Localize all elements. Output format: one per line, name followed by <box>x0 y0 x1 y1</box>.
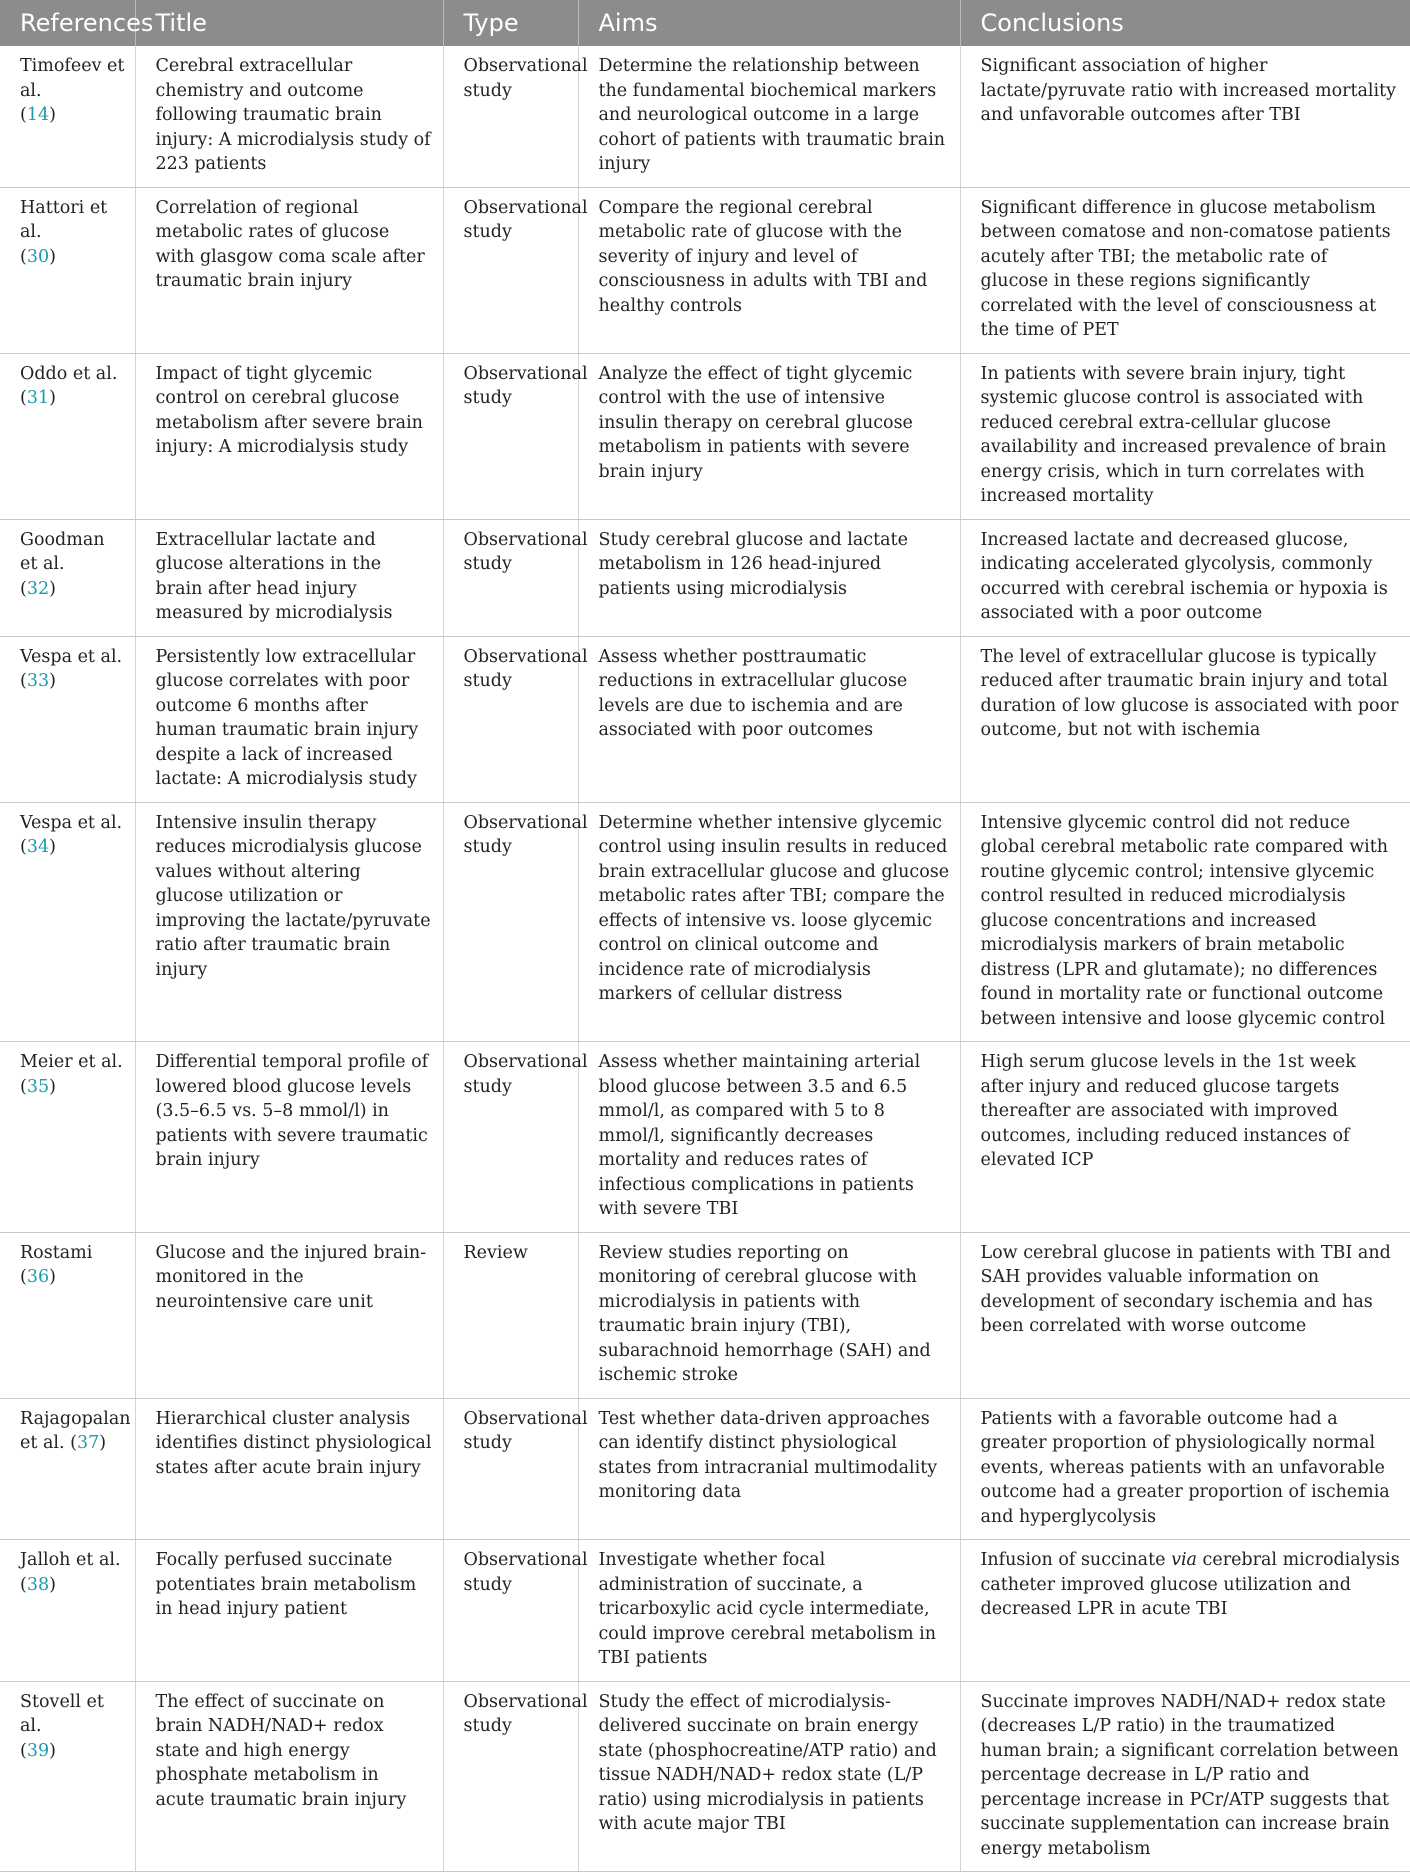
title-cell: The effect of succinate on brain NADH/NAD+ redox state and high energy phosphate metabolism in acute traumatic brain injury <box>135 1681 443 1872</box>
aims-cell: Study cerebral glucose and lactate metabolism in 126 head-injured patients using microdialysis <box>578 519 960 636</box>
conclusions-cell: High serum glucose levels in the 1st week after injury and reduced glucose targets thereafter are associated with improved outcomes, including reduced instances of elevated ICP <box>960 1042 1410 1233</box>
reference-author: Goodman et al. <box>20 529 105 574</box>
reference-author: Timofeev et al. <box>20 56 125 101</box>
reference-link[interactable]: 14 <box>26 105 50 125</box>
reference-link[interactable]: 32 <box>26 578 50 599</box>
reference-link[interactable]: 30 <box>26 246 50 267</box>
reference-link[interactable]: 36 <box>26 1267 50 1287</box>
reference-link[interactable]: 39 <box>26 1740 50 1761</box>
title-cell: Intensive insulin therapy reduces microdialysis glucose values without altering glucose utilization or improving the lactate/pyruvate ratio after traumatic brain injury <box>135 802 443 1042</box>
conclusions-cell <box>960 1540 1410 1682</box>
table-row <box>0 187 1410 353</box>
aims-cell: Compare the regional cerebral metabolic rate of glucose with the severity of injury and level of consciousness in adults with TBI and healthy controls <box>578 187 960 353</box>
aims-cell: Analyze the effect of tight glycemic control with the use of intensive insulin therapy on cerebral glucose metabolism in patients with severe brain injury <box>578 353 960 519</box>
type-cell: Observational study <box>443 46 578 187</box>
type-cell: Observational study <box>443 636 578 802</box>
header-conclusions: Conclusions <box>960 0 1410 46</box>
reference-author: Stovell et al. <box>20 1691 104 1736</box>
aims-cell: Study the effect of microdialysis-delivered succinate on brain energy state (phosphocreatine/ATP ratio) and tissue NADH/NAD+ redox state (L/P ratio) using microdialysis in patients with acute major TBI <box>578 1681 960 1872</box>
reference-author: Rostami <box>20 1242 93 1263</box>
reference-author: Rajagopalan et al. <box>20 1408 131 1453</box>
type-cell: Observational study <box>443 353 578 519</box>
aims-cell: Test whether data-driven approaches can identify distinct physiological states from intracranial multimodality monitoring data <box>578 1398 960 1540</box>
reference-link[interactable]: 37 <box>76 1433 100 1453</box>
type-cell: Review <box>443 1232 578 1398</box>
table-row <box>0 1042 1410 1233</box>
aims-cell: Investigate whether focal administration of succinate, a tricarboxylic acid cycle intermediate, could improve cerebral metabolism in TBI patients <box>578 1540 960 1682</box>
title-cell: Differential temporal profile of lowered blood glucose levels (3.5–6.5 vs. 5–8 mmol/l) in patients with severe traumatic brain injury <box>135 1042 443 1233</box>
type-cell: Observational study <box>443 802 578 1042</box>
reference-cell: Hattori et al. (30) <box>0 187 135 353</box>
table-row <box>0 1540 1410 1682</box>
reference-cell: Goodman et al. (32) <box>0 519 135 636</box>
reference-cell: Rajagopalan et al. (37) <box>0 1398 135 1540</box>
reference-author: Oddo et al. <box>20 363 118 384</box>
aims-cell: Determine whether intensive glycemic control using insulin results in reduced brain extracellular glucose and glucose metabolic rates after TBI; compare the effects of intensive vs. loose glycemic control on clinical outcome and incidence rate of microdialysis markers of cellular distress <box>578 802 960 1042</box>
type-cell: Observational study <box>443 1540 578 1682</box>
reference-author: Vespa et al. <box>20 812 123 833</box>
conclusions-cell: Low cerebral glucose in patients with TBI and SAH provides valuable information on development of secondary ischemia and has been correlated with worse outcome <box>960 1232 1410 1398</box>
title-cell: Correlation of regional metabolic rates of glucose with glasgow coma scale after traumatic brain injury <box>135 187 443 353</box>
conclusions-cell: In patients with severe brain injury, tight systemic glucose control is associated with reduced cerebral extra-cellular glucose availability and increased prevalence of brain energy crisis, which in turn correlates with increased mortality <box>960 353 1410 519</box>
conclusions-cell: Significant association of higher lactate/pyruvate ratio with increased mortality and unfavorable outcomes after TBI <box>960 46 1410 187</box>
table-row <box>0 802 1410 1042</box>
aims-cell: Assess whether maintaining arterial blood glucose between 3.5 and 6.5 mmol/l, as compared with 5 to 8 mmol/l, significantly decreases mortality and reduces rates of infectious complications in patients with severe TBI <box>578 1042 960 1233</box>
title-cell: Hierarchical cluster analysis identifies distinct physiological states after acute brain injury <box>135 1398 443 1540</box>
table-row <box>0 353 1410 519</box>
type-cell: Observational study <box>443 1398 578 1540</box>
aims-cell: Determine the relationship between the fundamental biochemical markers and neurological outcome in a large cohort of patients with traumatic brain injury <box>578 46 960 187</box>
reference-author: Jalloh et al. <box>20 1550 121 1570</box>
title-cell: Cerebral extracellular chemistry and outcome following traumatic brain injury: A microdialysis study of 223 patients <box>135 46 443 187</box>
table-row <box>0 636 1410 802</box>
table-row <box>0 1681 1410 1872</box>
type-cell: Observational study <box>443 519 578 636</box>
reference-link[interactable]: 33 <box>26 671 50 691</box>
reference-cell: Stovell et al. (39) <box>0 1681 135 1872</box>
conclusions-text: cerebral microdialysis catheter improved glucose utilization and decreased LPR in acute TBI <box>980 1550 1400 1619</box>
type-cell: Observational study <box>443 1042 578 1233</box>
type-cell: Observational study <box>443 1681 578 1872</box>
table-row <box>0 1232 1410 1398</box>
header-aims: Aims <box>578 0 960 46</box>
reference-link[interactable]: 38 <box>26 1574 50 1595</box>
title-cell: Persistently low extracellular glucose correlates with poor outcome 6 months after human traumatic brain injury despite a lack of increased lactate: A microdialysis study <box>135 636 443 802</box>
reference-cell: Jalloh et al. (38) <box>0 1540 135 1682</box>
conclusions-cell: Significant difference in glucose metabolism between comatose and non-comatose patients acutely after TBI; the metabolic rate of glucose in these regions significantly correlated with the level of consciousness at the time of PET <box>960 187 1410 353</box>
header-title: Title <box>135 0 443 46</box>
conclusions-cell: Increased lactate and decreased glucose, indicating accelerated glycolysis, commonly occurred with cerebral ischemia or hypoxia is associated with a poor outcome <box>960 519 1410 636</box>
reference-cell: Vespa et al. (33) <box>0 636 135 802</box>
conclusions-cell: The level of extracellular glucose is typically reduced after traumatic brain injury and total duration of low glucose is associated with poor outcome, but not with ischemia <box>960 636 1410 802</box>
type-cell: Observational study <box>443 187 578 353</box>
header-row <box>0 0 1410 46</box>
reference-author: Meier et al. <box>20 1052 123 1072</box>
header-type: Type <box>443 0 578 46</box>
reference-link[interactable]: 35 <box>26 1076 50 1097</box>
aims-cell: Assess whether posttraumatic reductions in extracellular glucose levels are due to ischemia and are associated with poor outcomes <box>578 636 960 802</box>
reference-cell: Timofeev et al. (14) <box>0 46 135 187</box>
reference-cell: Rostami (36) <box>0 1232 135 1398</box>
aims-cell: Review studies reporting on monitoring of cerebral glucose with microdialysis in patients with traumatic brain injury (TBI), subarachnoid hemorrhage (SAH) and ischemic stroke <box>578 1232 960 1398</box>
conclusions-cell: Patients with a favorable outcome had a greater proportion of physiologically normal events, whereas patients with an unfavorable outcome had a greater proportion of ischemia and hyperglycolysis <box>960 1398 1410 1540</box>
title-cell: Impact of tight glycemic control on cerebral glucose metabolism after severe brain injury: A microdialysis study <box>135 353 443 519</box>
table-row <box>0 1398 1410 1540</box>
title-cell: Focally perfused succinate potentiates brain metabolism in head injury patient <box>135 1540 443 1682</box>
title-cell: Extracellular lactate and glucose alterations in the brain after head injury measured by microdialysis <box>135 519 443 636</box>
reference-author: Vespa et al. <box>20 646 123 667</box>
title-cell: Glucose and the injured brain-monitored in the neurointensive care unit <box>135 1232 443 1398</box>
conclusions-italic: via <box>1171 1550 1197 1570</box>
conclusions-text: Infusion of succinate <box>980 1550 1172 1570</box>
reference-author: Hattori et al. <box>20 197 108 242</box>
table-row <box>0 46 1410 187</box>
header-references: References <box>0 0 135 46</box>
reference-link[interactable]: 34 <box>26 837 50 857</box>
reference-link[interactable]: 31 <box>26 388 50 408</box>
conclusions-cell: Succinate improves NADH/NAD+ redox state (decreases L/P ratio) in the traumatized human brain; a significant correlation between percentage decrease in L/P ratio and percentage increase in PCr/ATP suggests that succinate supplementation can increase brain energy metabolism <box>960 1681 1410 1872</box>
conclusions-cell: Intensive glycemic control did not reduce global cerebral metabolic rate compared with routine glycemic control; intensive glycemic control resulted in reduced microdialysis glucose concentrations and increased microdialysis markers of brain metabolic distress (LPR and glutamate); no differences found in mortality rate or functional outcome between intensive and loose glycemic control <box>960 802 1410 1042</box>
table-row <box>0 519 1410 636</box>
reference-cell: Vespa et al. (34) <box>0 802 135 1042</box>
reference-cell: Oddo et al. (31) <box>0 353 135 519</box>
reference-cell: Meier et al. (35) <box>0 1042 135 1233</box>
